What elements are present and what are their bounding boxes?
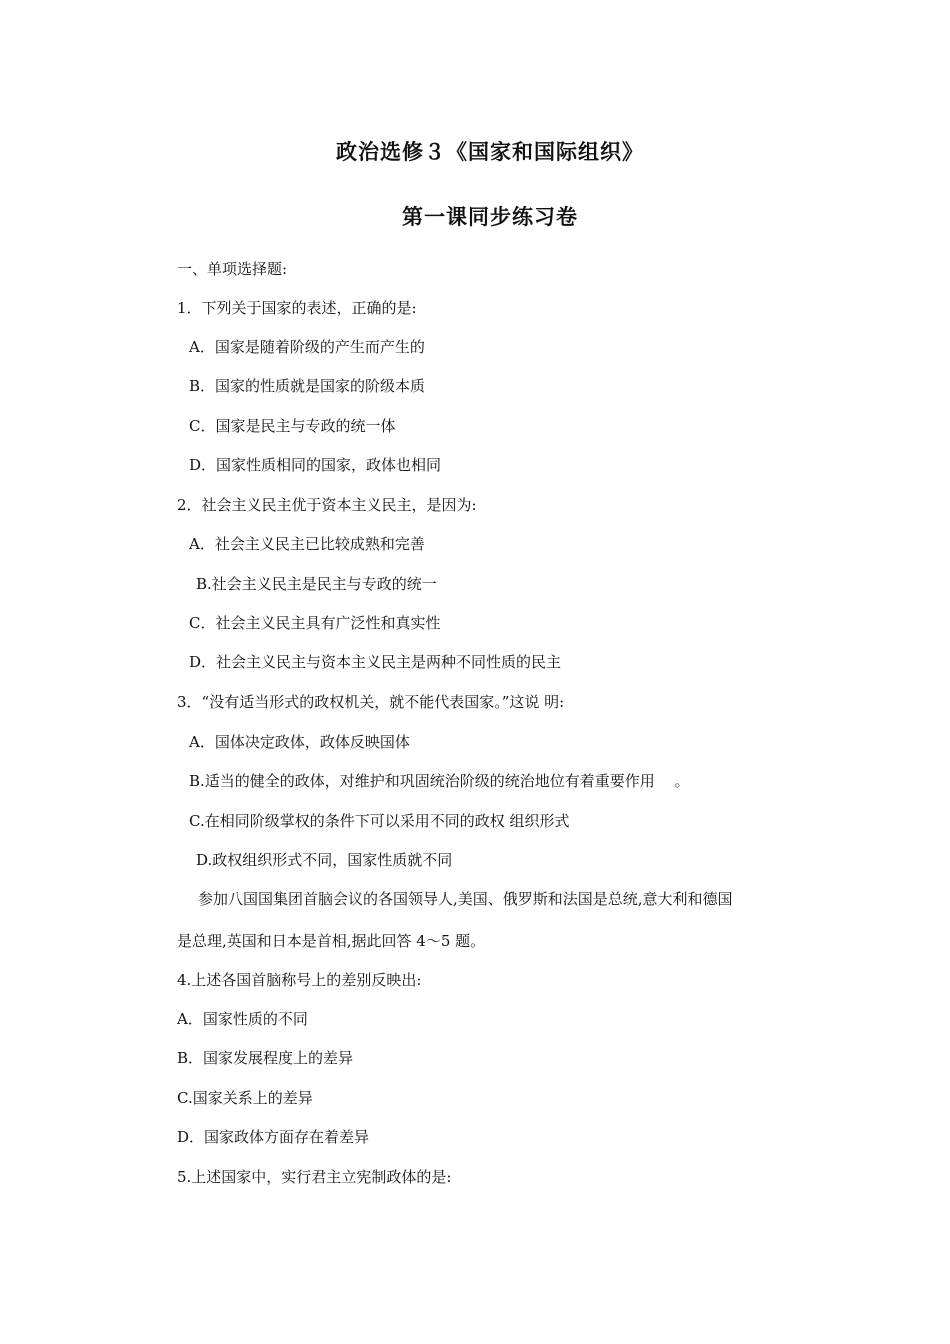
question-3-option-b: B.适当的健全的政体，对维护和巩固统治阶级的统治地位有着重要作用 。 <box>189 772 690 790</box>
question-4-option-a: A．国家性质的不同 <box>177 1010 308 1028</box>
question-2-option-d: D．社会主义民主与资本主义民主是两种不同性质的民主 <box>189 653 562 671</box>
question-4-option-b: B．国家发展程度上的差异 <box>177 1049 354 1067</box>
question-1-option-d: D．国家性质相同的国家，政体也相同 <box>189 456 442 474</box>
question-3-option-a: A．国体决定政体，政体反映国体 <box>189 733 410 751</box>
question-1-option-a: A．国家是随着阶级的产生而产生的 <box>189 338 425 356</box>
question-2-option-a: A．社会主义民主已比较成熟和完善 <box>189 535 425 553</box>
question-2-stem: 2．社会主义民主优于资本主义民主，是因为: <box>177 496 477 514</box>
question-1-stem: 1．下列关于国家的表述，正确的是: <box>177 299 417 317</box>
section-heading: 一、单项选择题: <box>177 260 288 278</box>
question-4-stem: 4.上述各国首脑称号上的差别反映出: <box>177 971 422 989</box>
question-1-option-c: C．国家是民主与专政的统一体 <box>189 417 396 435</box>
question-2-option-b: B.社会主义民主是民主与专政的统一 <box>196 575 437 593</box>
question-5-stem: 5.上述国家中，实行君主立宪制政体的是: <box>177 1168 452 1186</box>
question-1-option-b: B．国家的性质就是国家的阶级本质 <box>189 377 426 395</box>
question-3-option-c: C.在相同阶级掌权的条件下可以采用不同的政权 组织形式 <box>189 812 570 830</box>
question-4-option-d: D．国家政体方面存在着差异 <box>177 1128 370 1146</box>
question-3-option-d: D.政权组织形式不同，国家性质就不同 <box>196 851 453 869</box>
passage-line-1: 参加八国国集团首脑会议的各国领导人,美国、俄罗斯和法国是总统,意大利和德国 <box>198 890 733 908</box>
passage-line-2: 是总理,英国和日本是首相,据此回答 4～5 题。 <box>177 932 486 950</box>
question-3-stem: 3．“没有适当形式的政权机关，就不能代表国家。”这说 明: <box>177 693 565 711</box>
document-subtitle: 第一课同步练习卷 <box>402 204 578 229</box>
document-title: 政治选修３《国家和国际组织》 <box>336 139 644 164</box>
question-4-option-c: C.国家关系上的差异 <box>177 1089 313 1107</box>
question-2-option-c: C．社会主义民主具有广泛性和真实性 <box>189 614 441 632</box>
